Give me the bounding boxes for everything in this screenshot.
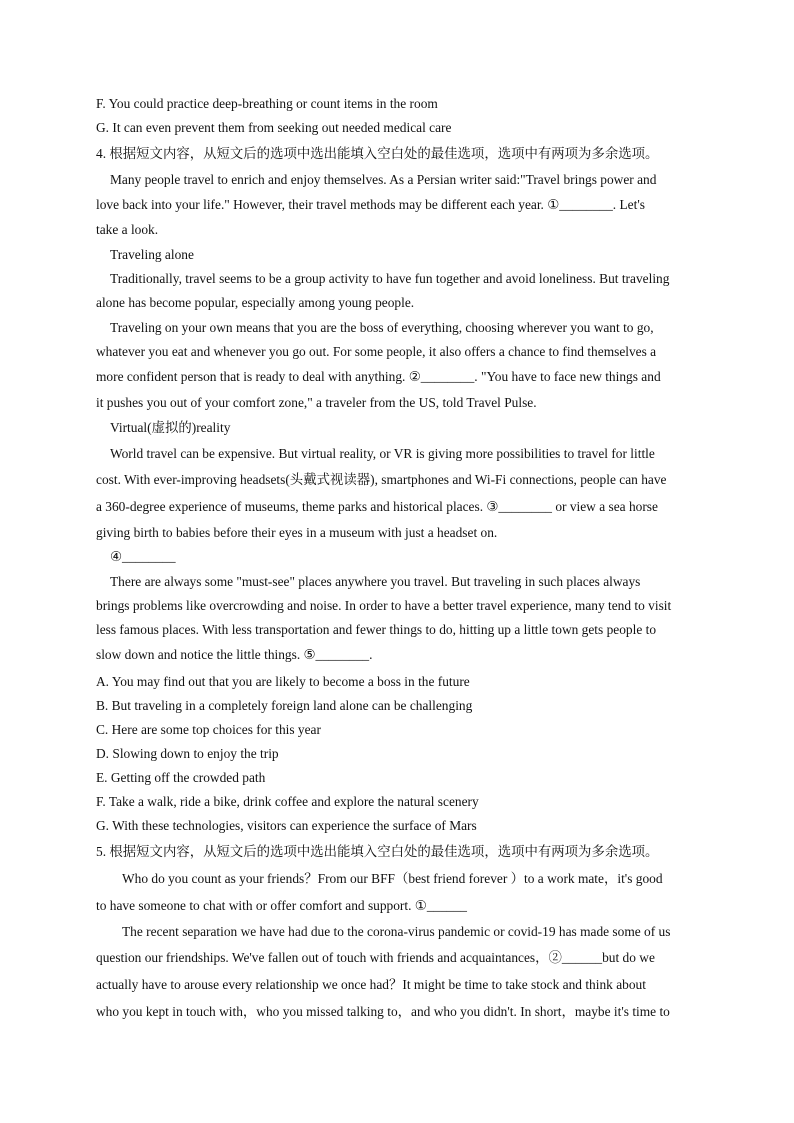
passage-line: Many people travel to enrich and enjoy themselves. As a Persian writer said:"Travel brings power and <box>110 172 657 187</box>
passage-line: actually have to arouse every relationship we once had？It might be time to take stock and think about <box>96 977 646 992</box>
passage-line: cost. With ever-improving headsets(头戴式视读器), smartphones and Wi-Fi connections, people can have <box>96 472 667 487</box>
section-heading: Virtual(虚拟的)reality <box>110 420 231 435</box>
passage-line: slow down and notice the little things. ⑤________. <box>96 647 373 662</box>
passage-line: it pushes you out of your comfort zone," a traveler from the US, told Travel Pulse. <box>96 395 537 410</box>
option-line: F. You could practice deep-breathing or count items in the room <box>96 96 438 111</box>
passage-line: brings problems like overcrowding and noise. In order to have a better travel experience, many tend to visit <box>96 598 672 613</box>
passage-line: Who do you count as your friends？From our BFF（best friend forever ）to a work mate，it's good <box>122 871 663 886</box>
passage-line: to have someone to chat with or offer comfort and support. ①______ <box>96 898 467 913</box>
passage-line: a 360-degree experience of museums, theme parks and historical places. ③________ or view a sea horse <box>96 499 658 514</box>
option-line: F. Take a walk, ride a bike, drink coffee and explore the natural scenery <box>96 794 479 809</box>
passage-line: love back into your life." However, their travel methods may be different each year. ①________. Let's <box>96 197 645 212</box>
option-line: G. It can even prevent them from seeking out needed medical care <box>96 120 452 135</box>
passage-line: more confident person that is ready to deal with anything. ②________. "You have to face new things and <box>96 369 661 384</box>
option-line: C. Here are some top choices for this year <box>96 722 321 737</box>
option-line: B. But traveling in a completely foreign land alone can be challenging <box>96 698 473 713</box>
passage-line: whatever you eat and whenever you go out. For some people, it also offers a chance to find themselves a <box>96 344 657 359</box>
section-heading: Traveling alone <box>110 247 194 262</box>
passage-line: question our friendships. We've fallen out of touch with friends and acquaintances，②______but do we <box>96 950 655 965</box>
passage-line: less famous places. With less transportation and fewer things to do, hitting up a little town gets people to <box>96 622 657 637</box>
section-heading-blank: ④________ <box>110 549 176 564</box>
passage-line: Traveling on your own means that you are the boss of everything, choosing wherever you want to go, <box>110 320 654 335</box>
passage-line: take a look. <box>96 222 159 237</box>
passage-line: There are always some "must-see" places anywhere you travel. But traveling in such places always <box>110 574 641 589</box>
option-line: G. With these technologies, visitors can experience the surface of Mars <box>96 818 477 833</box>
question-header: 5. 根据短文内容，从短文后的选项中选出能填入空白处的最佳选项，选项中有两项为多余选项。 <box>96 844 659 859</box>
option-line: A. You may find out that you are likely to become a boss in the future <box>96 674 470 689</box>
option-line: E. Getting off the crowded path <box>96 770 266 785</box>
passage-line: World travel can be expensive. But virtual reality, or VR is giving more possibilities to travel for little <box>110 446 655 461</box>
passage-line: giving birth to babies before their eyes in a museum with just a headset on. <box>96 525 498 540</box>
option-line: D. Slowing down to enjoy the trip <box>96 746 279 761</box>
passage-line: who you kept in touch with，who you missed talking to，and who you didn't. In short，maybe it's time to <box>96 1004 670 1019</box>
passage-line: Traditionally, travel seems to be a group activity to have fun together and avoid loneliness. But traveling <box>110 271 670 286</box>
question-header: 4. 根据短文内容，从短文后的选项中选出能填入空白处的最佳选项，选项中有两项为多余选项。 <box>96 146 659 161</box>
passage-line: The recent separation we have had due to the corona-virus pandemic or covid-19 has made some of us <box>122 924 671 939</box>
passage-line: alone has become popular, especially among young people. <box>96 295 415 310</box>
